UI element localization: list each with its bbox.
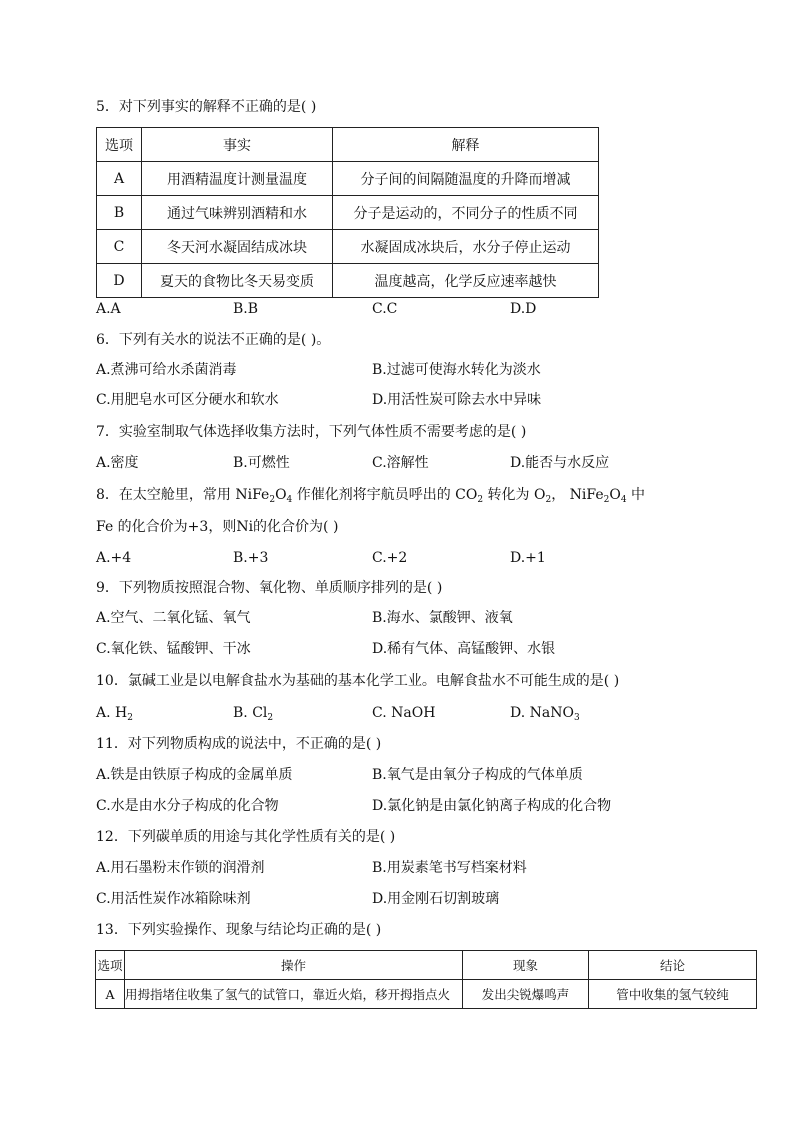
q9-stem: 9．下列物质按照混合物、氧化物、单质顺序排列的是( ) xyxy=(96,580,443,596)
subscript: 2 xyxy=(545,495,552,505)
q9-option-c[interactable]: C.氧化铁、锰酸钾、干冰 xyxy=(96,641,251,657)
table-cell: B xyxy=(97,196,142,230)
table-row xyxy=(97,196,599,230)
subscript: 2 xyxy=(127,713,133,723)
q13-table xyxy=(95,950,757,1009)
q11-option-d[interactable]: D.氯化钠是由氯化钠离子构成的化合物 xyxy=(372,798,612,814)
table-cell: 夏天的食物比冬天易变质 xyxy=(142,264,333,298)
q10-option-b[interactable] xyxy=(233,703,273,723)
table-cell: 用酒精温度计测量温度 xyxy=(142,162,333,196)
table-cell: C xyxy=(97,230,142,264)
table-header: 解释 xyxy=(333,128,599,162)
q11-option-b[interactable]: B.氧气是由氧分子构成的气体单质 xyxy=(372,767,583,783)
table-cell: 分子间的间隔随温度的升降而增减 xyxy=(333,162,599,196)
q7-option-a[interactable]: A.密度 xyxy=(96,455,139,471)
q7-option-c[interactable]: C.溶解性 xyxy=(372,455,429,471)
q11-option-a[interactable]: A.铁是由铁原子构成的金属单质 xyxy=(96,767,293,783)
q9-option-b[interactable]: B.海水、氯酸钾、液氧 xyxy=(372,610,513,626)
q6-stem: 6．下列有关水的说法不正确的是( )。 xyxy=(96,332,331,348)
table-cell: 水凝固成冰块后，水分子停止运动 xyxy=(333,230,599,264)
q5-stem: 5．对下列事实的解释不正确的是( ) xyxy=(96,99,317,115)
table-header: 选项 xyxy=(96,951,125,980)
option-text: D. NaNO xyxy=(510,705,574,721)
table-cell: 发出尖锐爆鸣声 xyxy=(463,980,589,1009)
q7-option-b[interactable]: B.可燃性 xyxy=(233,455,290,471)
table-cell: D xyxy=(97,264,142,298)
q12-stem: 12．下列碳单质的用途与其化学性质有关的是( ) xyxy=(96,829,396,845)
subscript: 2 xyxy=(477,495,484,505)
table-cell: 通过气味辨别酒精和水 xyxy=(142,196,333,230)
q6-option-a[interactable]: A.煮沸可给水杀菌消毒 xyxy=(96,362,237,378)
table-cell xyxy=(125,980,463,1009)
table-row xyxy=(97,162,599,196)
q5-option-d[interactable]: D.D xyxy=(510,301,537,317)
option-text: B. Cl xyxy=(233,705,268,721)
q5-option-a[interactable]: A.A xyxy=(96,301,121,317)
table-header-row xyxy=(97,128,599,162)
q8-stem-text: 中 xyxy=(626,487,646,503)
q13-stem: 13．下列实验操作、现象与结论均正确的是( ) xyxy=(96,922,382,938)
q8-option-c[interactable]: C.+2 xyxy=(372,550,408,566)
table-cell: 管中收集的氢气较纯 xyxy=(589,980,757,1009)
q12-option-a[interactable]: A.用石墨粉末作锁的润滑剂 xyxy=(96,860,265,876)
q10-option-a[interactable] xyxy=(96,703,133,723)
cell-text: 用拇指堵住收集了氢气的试管口，靠近火焰，移开拇指点火 xyxy=(125,987,451,1002)
table-header: 操作 xyxy=(125,951,463,980)
q11-option-c[interactable]: C.水是由水分子构成的化合物 xyxy=(96,798,279,814)
q7-option-d[interactable]: D.能否与水反应 xyxy=(510,455,610,471)
q5-option-c[interactable]: C.C xyxy=(372,301,398,317)
table-row xyxy=(96,980,757,1009)
q11-stem: 11．对下列物质构成的说法中，不正确的是( ) xyxy=(96,736,382,752)
q7-stem: 7．实验室制取气体选择收集方法时，下列气体性质不需要考虑的是( ) xyxy=(96,424,527,440)
subscript: 4 xyxy=(286,495,293,505)
q8-stem-line2: Fe 的化合价为+3，则Ni的化合价为( ) xyxy=(96,519,339,535)
table-cell: A xyxy=(97,162,142,196)
table-header: 结论 xyxy=(589,951,757,980)
q8-stem-text: O xyxy=(609,487,621,503)
q10-stem: 10．氯碱工业是以电解食盐水为基础的基本化学工业。电解食盐水不可能生成的是( ) xyxy=(96,673,620,689)
q8-stem-text: 作催化剂将宇航员呼出的 CO xyxy=(292,487,478,503)
q10-option-c[interactable] xyxy=(372,703,435,723)
table-cell: 分子是运动的，不同分子的性质不同 xyxy=(333,196,599,230)
q5-table xyxy=(96,127,599,298)
table-header: 选项 xyxy=(97,128,142,162)
table-row xyxy=(97,264,599,298)
option-text: A. H xyxy=(96,705,128,721)
q10-option-d[interactable] xyxy=(510,703,580,723)
table-cell: 冬天河水凝固结成冰块 xyxy=(142,230,333,264)
q8-stem-text: ， NiFe xyxy=(551,487,604,503)
q8-stem-text: O xyxy=(275,487,287,503)
q8-option-b[interactable]: B.+3 xyxy=(233,550,269,566)
q9-option-a[interactable]: A.空气、二氧化锰、氧气 xyxy=(96,610,251,626)
table-cell: A xyxy=(96,980,125,1009)
q8-stem-text: 8．在太空舱里，常用 NiFe xyxy=(96,487,270,503)
q12-option-d[interactable]: D.用金刚石切割玻璃 xyxy=(372,891,500,907)
table-cell: 温度越高，化学反应速率越快 xyxy=(333,264,599,298)
table-header: 现象 xyxy=(463,951,589,980)
q6-option-b[interactable]: B.过滤可使海水转化为淡水 xyxy=(372,362,541,378)
q8-option-a[interactable]: A.+4 xyxy=(96,550,132,566)
subscript: 2 xyxy=(267,713,274,723)
subscript: 3 xyxy=(573,713,580,723)
option-text: C. NaOH xyxy=(372,705,436,721)
q8-option-d[interactable]: D.+1 xyxy=(510,550,546,566)
q12-option-b[interactable]: B.用炭素笔书写档案材料 xyxy=(372,860,527,876)
subscript: 4 xyxy=(620,495,627,505)
table-header-row xyxy=(96,951,757,980)
q8-stem-text: 转化为 O xyxy=(483,487,546,503)
q12-option-c[interactable]: C.用活性炭作冰箱除味剂 xyxy=(96,891,251,907)
subscript: 2 xyxy=(603,495,610,505)
q8-stem xyxy=(96,485,645,505)
table-header: 事实 xyxy=(142,128,333,162)
table-row xyxy=(97,230,599,264)
q9-option-d[interactable]: D.稀有气体、高锰酸钾、水银 xyxy=(372,641,556,657)
subscript: 2 xyxy=(269,495,276,505)
q5-option-b[interactable]: B.B xyxy=(233,301,259,317)
q6-option-c[interactable]: C.用肥皂水可区分硬水和软水 xyxy=(96,392,279,408)
q6-option-d[interactable]: D.用活性炭可除去水中异味 xyxy=(372,392,542,408)
